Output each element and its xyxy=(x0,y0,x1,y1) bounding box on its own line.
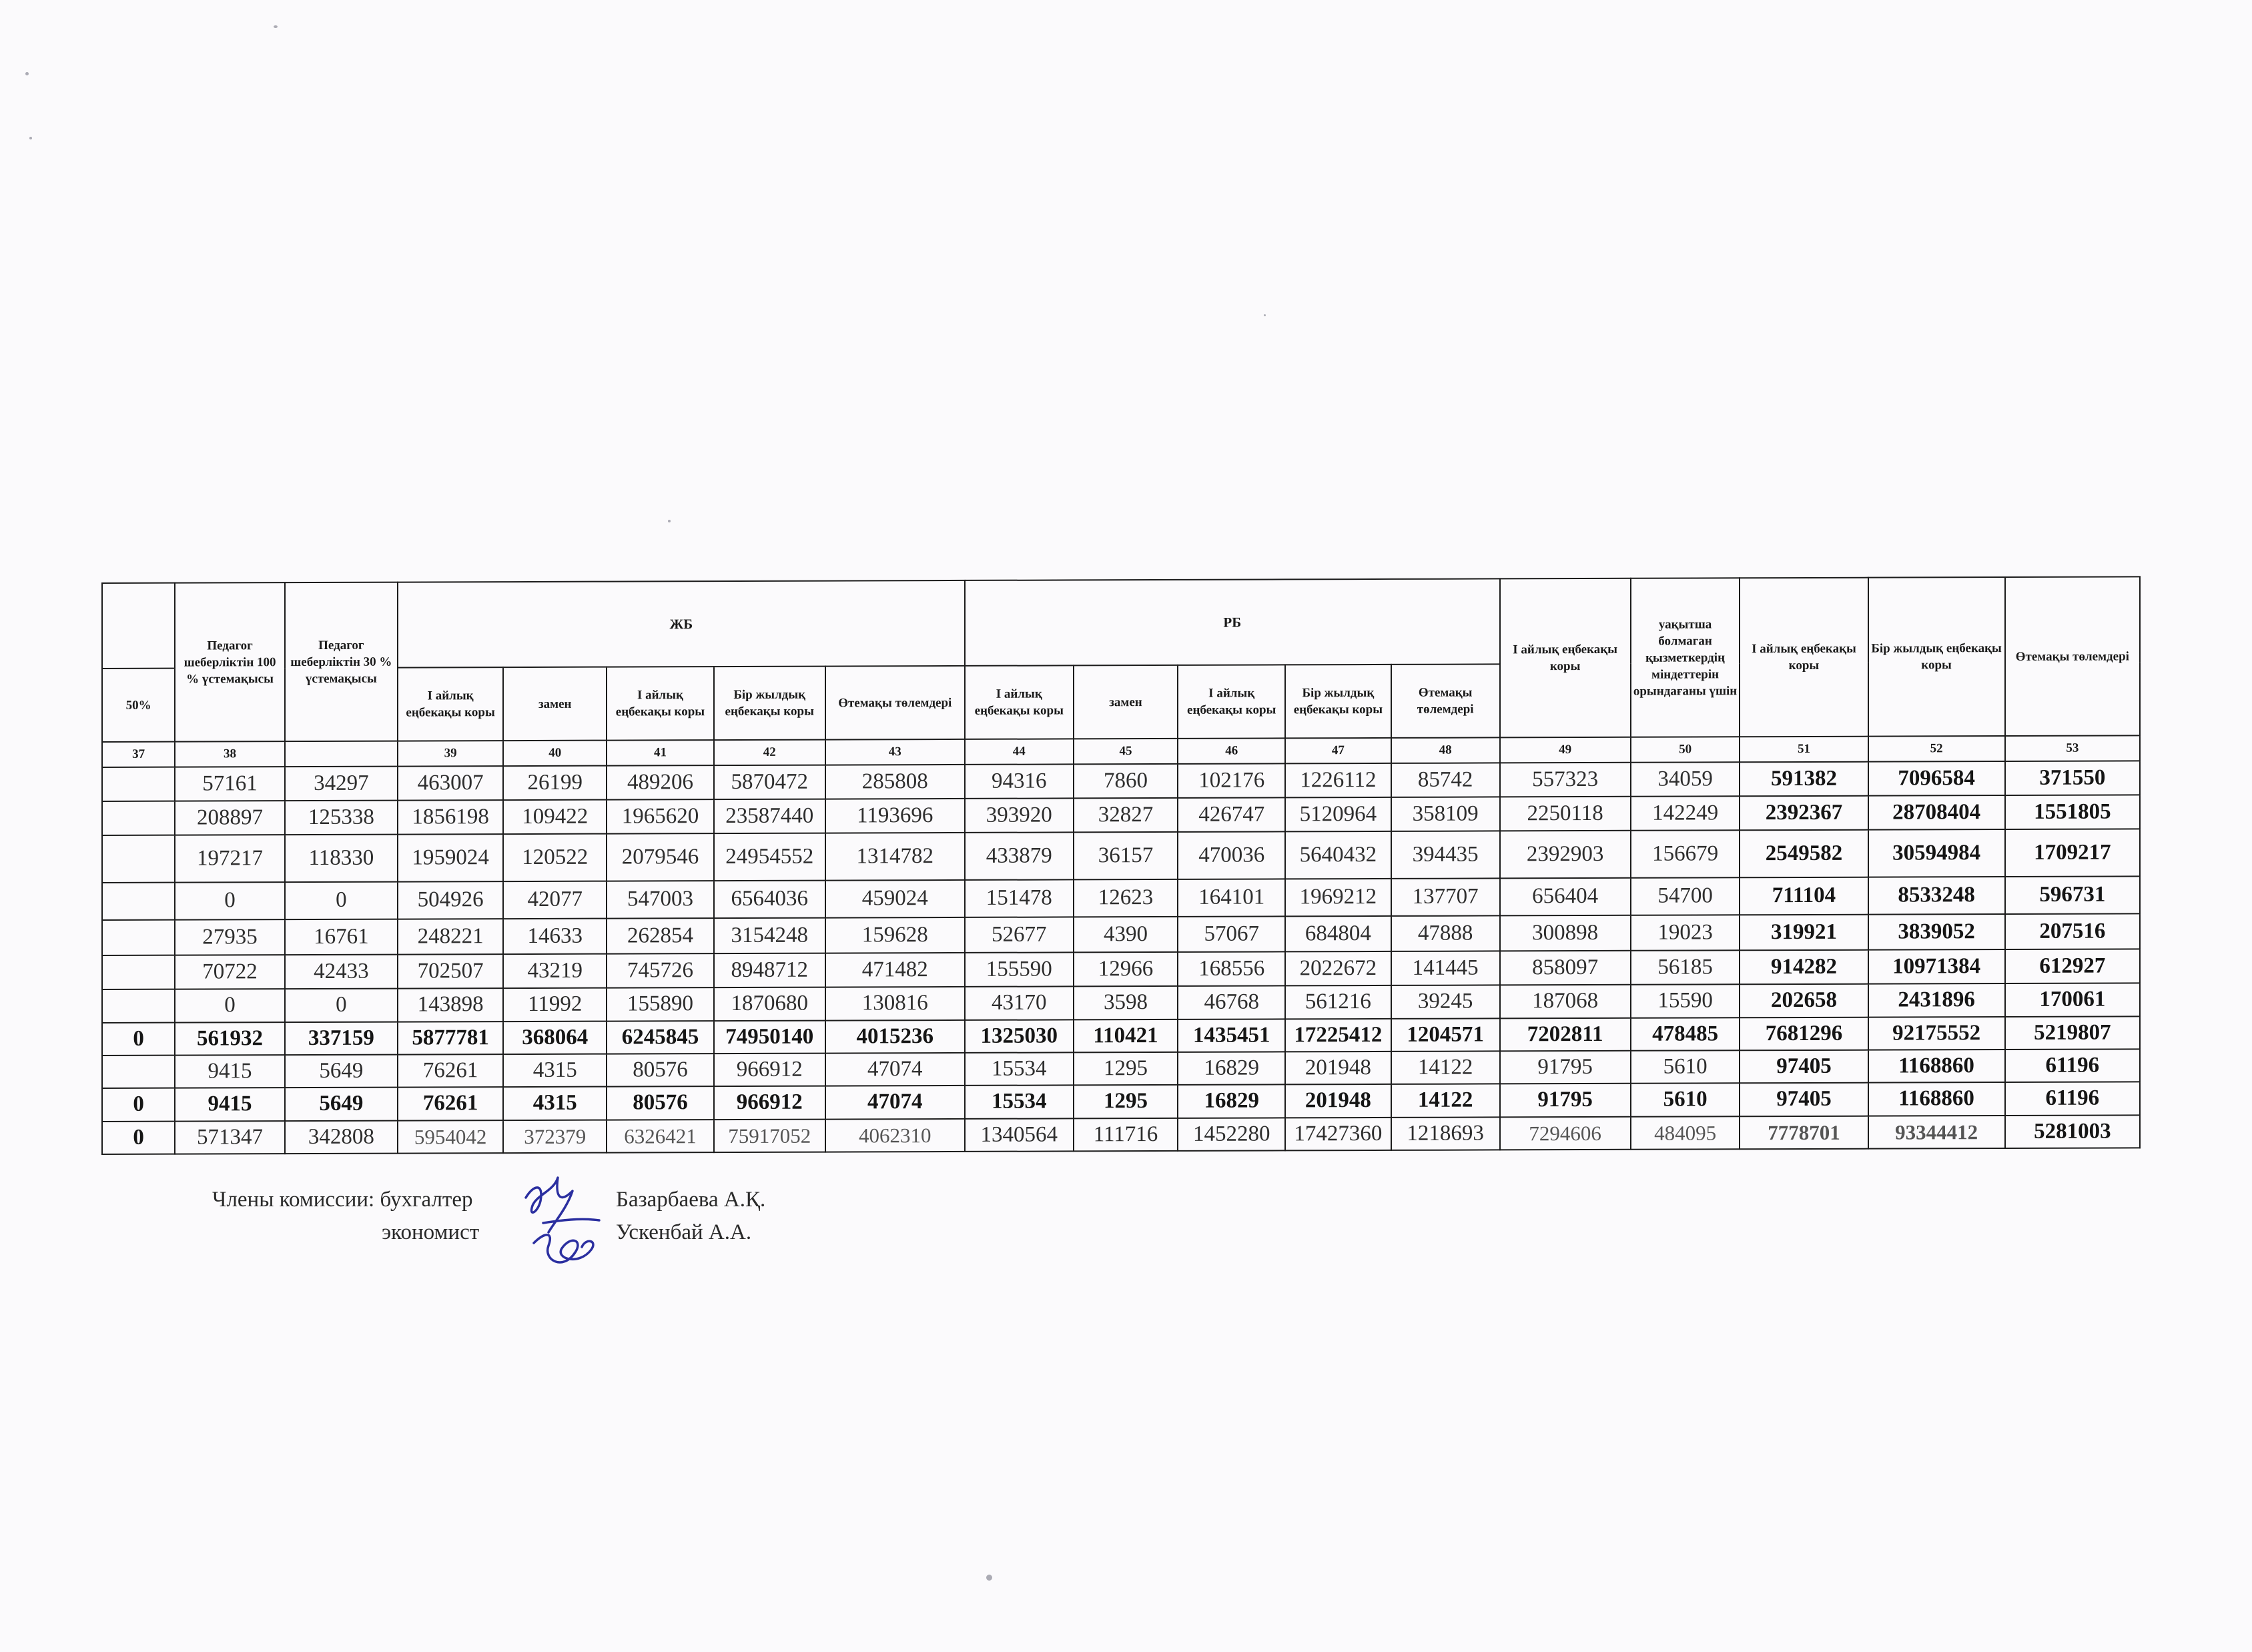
table-cell: 3598 xyxy=(1074,985,1178,1019)
table-cell: 285808 xyxy=(825,765,965,799)
table-cell: 1340564 xyxy=(965,1119,1074,1152)
table-cell xyxy=(102,919,175,955)
table-cell xyxy=(102,883,175,920)
table-cell: 12966 xyxy=(1074,952,1178,986)
table-cell: 12623 xyxy=(1074,879,1178,917)
table-cell: 168556 xyxy=(1178,951,1285,985)
zhb-group-header: ЖБ xyxy=(398,580,965,668)
table-cell xyxy=(102,767,175,801)
table-cell: 70722 xyxy=(175,955,285,989)
column-number-cell: 49 xyxy=(1500,737,1631,763)
table-cell: 16829 xyxy=(1178,1052,1285,1084)
table-cell: 137707 xyxy=(1391,879,1500,916)
table-cell: 394435 xyxy=(1391,831,1500,879)
table-cell: 170061 xyxy=(2005,983,2140,1017)
table-cell: 1193696 xyxy=(825,799,965,833)
table-cell: 300898 xyxy=(1500,915,1631,951)
table-cell: 459024 xyxy=(825,880,965,917)
table-cell: 91795 xyxy=(1500,1083,1631,1117)
table-cell: 74950140 xyxy=(714,1021,825,1054)
scan-speck xyxy=(986,1575,992,1581)
table-cell: 23587440 xyxy=(714,799,825,833)
table-cell: 61196 xyxy=(2005,1082,2140,1116)
table-cell: 47074 xyxy=(825,1085,965,1119)
table-cell: 4315 xyxy=(503,1086,607,1120)
zhb-col-header: замен xyxy=(503,667,607,741)
column-number-cell: 50 xyxy=(1631,737,1740,763)
table-cell: 547003 xyxy=(607,881,714,918)
table-cell: 596731 xyxy=(2005,877,2140,914)
table-cell: 5219807 xyxy=(2005,1017,2140,1050)
table-cell: 80576 xyxy=(607,1054,714,1086)
scan-speck xyxy=(25,72,29,75)
table-cell: 32827 xyxy=(1074,798,1178,832)
table-cell: 15534 xyxy=(965,1052,1074,1085)
table-cell: 15534 xyxy=(965,1085,1074,1119)
table-cell: 342808 xyxy=(285,1121,398,1154)
table-cell: 1709217 xyxy=(2005,829,2140,877)
table-cell: 4062310 xyxy=(825,1119,965,1152)
table-cell: 76261 xyxy=(398,1087,504,1121)
table-cell: 2022672 xyxy=(1285,951,1391,985)
table-cell: 164101 xyxy=(1178,879,1285,917)
table-cell: 201948 xyxy=(1285,1084,1391,1118)
table-cell: 118330 xyxy=(285,835,398,883)
table-cell: 2392903 xyxy=(1500,831,1631,879)
zhb-col-header: I айлық еңбекақы коры xyxy=(607,667,714,741)
column-number-cell: 39 xyxy=(398,741,504,767)
table-cell: 433879 xyxy=(965,832,1074,880)
table-row xyxy=(102,877,2140,920)
zhb-col-header: Бір жылдық еңбекақы коры xyxy=(714,667,825,741)
column-number-cell: 43 xyxy=(825,739,965,765)
column-number-cell: 45 xyxy=(1074,739,1178,765)
column-number-cell: 48 xyxy=(1391,737,1500,763)
table-cell: 85742 xyxy=(1391,763,1500,797)
table-cell: 142249 xyxy=(1631,797,1740,831)
table-cell: 120522 xyxy=(503,834,607,882)
table-cell: 91795 xyxy=(1500,1051,1631,1084)
table-cell: 478485 xyxy=(1631,1018,1740,1051)
table-cell: 46768 xyxy=(1178,985,1285,1019)
table-cell: 966912 xyxy=(714,1086,825,1120)
table-cell: 1218693 xyxy=(1391,1118,1500,1150)
column-number-cell: 51 xyxy=(1740,737,1868,763)
table-cell: 1870680 xyxy=(714,987,825,1021)
column-number-cell: 46 xyxy=(1178,738,1285,764)
table-cell: 54700 xyxy=(1631,878,1740,915)
table-cell: 9415 xyxy=(175,1088,285,1122)
table-cell: 561932 xyxy=(175,1022,285,1055)
table-cell: 2431896 xyxy=(1868,983,2005,1017)
table-cell: 97405 xyxy=(1740,1050,1868,1083)
table-cell: 612927 xyxy=(2005,949,2140,983)
table-cell: 0 xyxy=(102,1088,175,1122)
table-cell: 471482 xyxy=(825,953,965,987)
table-cell: 24954552 xyxy=(714,833,825,881)
table-cell: 1168860 xyxy=(1868,1050,2005,1082)
table-body xyxy=(102,735,2140,1154)
table-cell: 57067 xyxy=(1178,916,1285,952)
table-cell: 10971384 xyxy=(1868,949,2005,983)
table-cell: 143898 xyxy=(398,988,504,1022)
column-number-cell: 44 xyxy=(965,739,1074,765)
table-cell: 39245 xyxy=(1391,985,1500,1019)
table-row xyxy=(102,913,2140,955)
table-cell: 36157 xyxy=(1074,832,1178,880)
table-cell: 0 xyxy=(102,1122,175,1154)
table-cell: 61196 xyxy=(2005,1049,2140,1082)
rb-col-header: I айлық еңбекақы коры xyxy=(965,665,1074,739)
table-cell: 358109 xyxy=(1391,797,1500,831)
table-cell: 966912 xyxy=(714,1054,825,1086)
table-cell: 858097 xyxy=(1500,950,1631,984)
table-cell xyxy=(102,801,175,835)
table-cell: 6564036 xyxy=(714,881,825,918)
table-cell: 14122 xyxy=(1391,1084,1500,1118)
rb-col-header: I айлық еңбекақы коры xyxy=(1178,665,1285,739)
table-cell: 8533248 xyxy=(1868,877,2005,914)
table-cell: 93344412 xyxy=(1868,1116,2005,1148)
ped100-header: Педагог шеберліктін 100 % үстемақысы xyxy=(175,582,285,742)
table-cell: 111716 xyxy=(1074,1118,1178,1151)
summary-table xyxy=(101,576,2141,1155)
table-cell: 17225412 xyxy=(1285,1019,1391,1052)
table-cell: 2079546 xyxy=(607,833,714,881)
table-cell: 1168860 xyxy=(1868,1082,2005,1116)
commission-label-1: Члены комиссии: бухгалтер xyxy=(212,1188,473,1212)
table-cell: 151478 xyxy=(965,880,1074,917)
handwritten-signature xyxy=(514,1171,614,1281)
table-cell: 42077 xyxy=(503,881,607,919)
table-cell: 9415 xyxy=(175,1055,285,1088)
table-cell: 130816 xyxy=(825,986,965,1020)
column-number-cell: 38 xyxy=(175,741,285,767)
table-cell: 4390 xyxy=(1074,917,1178,953)
table-cell: 1204571 xyxy=(1391,1019,1500,1052)
table-cell: 16829 xyxy=(1178,1084,1285,1118)
table-cell: 504926 xyxy=(398,881,504,919)
table-cell: 3154248 xyxy=(714,917,825,953)
rb-col-header: Бір жылдық еңбекақы коры xyxy=(1285,665,1391,738)
table-cell: 97405 xyxy=(1740,1082,1868,1116)
table-cell: 5610 xyxy=(1631,1050,1740,1083)
table-cell: 57161 xyxy=(175,767,285,801)
table-cell: 2392367 xyxy=(1740,796,1868,830)
rb-col-header: Өтемақы төлемдері xyxy=(1391,664,1500,738)
col53-header: Өтемақы төлемдері xyxy=(2005,576,2140,736)
table-cell: 52677 xyxy=(965,917,1074,953)
table-cell: 15590 xyxy=(1631,984,1740,1018)
table-cell: 155890 xyxy=(607,987,714,1021)
table-cell: 1969212 xyxy=(1285,879,1391,916)
table-cell: 0 xyxy=(175,882,285,919)
col50-header: уақытша болмаган қызметкердің міндеттерін орындағаны үшін xyxy=(1631,578,1740,737)
table-cell: 92175552 xyxy=(1868,1017,2005,1050)
table-cell: 202658 xyxy=(1740,983,1868,1017)
table-cell: 1452280 xyxy=(1178,1118,1285,1151)
table-cell: 110421 xyxy=(1074,1019,1178,1052)
table-cell: 27935 xyxy=(175,919,285,955)
table-cell: 6326421 xyxy=(607,1120,714,1152)
table-cell: 0 xyxy=(175,989,285,1023)
table-cell: 34297 xyxy=(285,767,398,801)
zhb-col-header: Өтемақы төлемдері xyxy=(825,666,965,740)
table-cell: 5281003 xyxy=(2005,1116,2140,1148)
table-cell: 102176 xyxy=(1178,764,1285,798)
col52-header: Бір жылдық еңбекақы коры xyxy=(1868,577,2005,737)
table-cell: 591382 xyxy=(1740,762,1868,796)
table-cell: 463007 xyxy=(398,767,504,801)
table-cell: 208897 xyxy=(175,801,285,835)
table-cell: 43170 xyxy=(965,986,1074,1020)
table-cell: 0 xyxy=(285,988,398,1022)
table-row xyxy=(102,829,2140,883)
commission-label-2: экономист xyxy=(382,1220,480,1244)
table-cell: 17427360 xyxy=(1285,1118,1391,1150)
table-cell: 47888 xyxy=(1391,915,1500,951)
table-cell: 5649 xyxy=(285,1055,398,1088)
table-cell: 1959024 xyxy=(398,834,504,882)
column-number-cell: 37 xyxy=(102,742,175,768)
table-cell: 197217 xyxy=(175,835,285,883)
table-cell: 248221 xyxy=(398,919,504,955)
table-cell: 5610 xyxy=(1631,1083,1740,1117)
table-cell: 7681296 xyxy=(1740,1017,1868,1050)
table-cell xyxy=(102,955,175,989)
table-cell: 43219 xyxy=(503,953,607,987)
table-cell: 0 xyxy=(285,882,398,919)
commission-name-2: Ускенбай А.А. xyxy=(616,1220,752,1244)
scan-speck xyxy=(668,520,671,522)
column-number-cell: 40 xyxy=(503,741,607,767)
commission-name-1: Базарбаева А.Қ. xyxy=(616,1188,766,1212)
table-cell: 26199 xyxy=(503,766,607,800)
table-cell: 2549582 xyxy=(1740,830,1868,878)
table-cell: 557323 xyxy=(1500,763,1631,797)
table-cell: 56185 xyxy=(1631,950,1740,984)
table-cell: 28708404 xyxy=(1868,795,2005,829)
table-cell: 19023 xyxy=(1631,915,1740,951)
table-cell: 30594984 xyxy=(1868,829,2005,877)
column-number-cell xyxy=(285,741,398,767)
table-cell: 262854 xyxy=(607,918,714,954)
table-cell: 4015236 xyxy=(825,1020,965,1053)
table-cell: 1314782 xyxy=(825,833,965,881)
table-cell: 5649 xyxy=(285,1087,398,1121)
table-cell: 76261 xyxy=(398,1054,504,1087)
table-cell: 5870472 xyxy=(714,765,825,799)
table-cell: 47074 xyxy=(825,1053,965,1086)
table-cell: 14122 xyxy=(1391,1051,1500,1084)
table-cell: 914282 xyxy=(1740,949,1868,983)
table-cell: 489206 xyxy=(607,766,714,800)
table-cell: 470036 xyxy=(1178,831,1285,879)
table-cell: 1965620 xyxy=(607,799,714,833)
table-cell: 42433 xyxy=(285,954,398,988)
table-cell: 80576 xyxy=(607,1086,714,1120)
table-cell: 371550 xyxy=(2005,761,2140,795)
table-cell: 561216 xyxy=(1285,985,1391,1019)
table-cell: 187068 xyxy=(1500,984,1631,1018)
table-cell: 201948 xyxy=(1285,1052,1391,1084)
table-cell: 702507 xyxy=(398,954,504,988)
table-cell: 5954042 xyxy=(398,1120,504,1153)
column-number-cell: 53 xyxy=(2005,735,2140,761)
table-cell: 34059 xyxy=(1631,763,1740,797)
rb-col-header: замен xyxy=(1074,665,1178,739)
summary-table-wrapper xyxy=(101,582,2141,1155)
table-cell: 6245845 xyxy=(607,1021,714,1054)
table-cell: 3839052 xyxy=(1868,914,2005,950)
table-cell: 159628 xyxy=(825,917,965,953)
table-cell: 16761 xyxy=(285,919,398,955)
table-cell: 1551805 xyxy=(2005,795,2140,829)
table-cell: 5120964 xyxy=(1285,797,1391,831)
table-cell: 14633 xyxy=(503,918,607,954)
table-cell: 75917052 xyxy=(714,1120,825,1152)
table-cell: 1325030 xyxy=(965,1020,1074,1053)
table-cell: 156679 xyxy=(1631,830,1740,878)
table-cell: 319921 xyxy=(1740,914,1868,950)
table-cell xyxy=(102,989,175,1023)
zhb-col-header: I айлық еңбекақы коры xyxy=(398,667,504,741)
table-cell: 8948712 xyxy=(714,953,825,987)
table-cell: 1856198 xyxy=(398,800,504,834)
table-cell: 393920 xyxy=(965,799,1074,833)
table-cell: 337159 xyxy=(285,1022,398,1055)
table-cell: 4315 xyxy=(503,1054,607,1087)
table-cell: 745726 xyxy=(607,953,714,987)
table-cell: 426747 xyxy=(1178,798,1285,832)
table-cell: 684804 xyxy=(1285,916,1391,952)
table-cell: 5877781 xyxy=(398,1021,504,1054)
table-cell: 1435451 xyxy=(1178,1019,1285,1052)
pct50-header: 50% xyxy=(102,669,175,742)
table-cell: 5640432 xyxy=(1285,831,1391,879)
table-cell: 656404 xyxy=(1500,878,1631,915)
column-number-cell: 52 xyxy=(1868,736,2005,762)
table-cell: 1295 xyxy=(1074,1052,1178,1085)
table-cell: 1226112 xyxy=(1285,763,1391,797)
rb-group-header: РБ xyxy=(965,578,1500,666)
table-cell: 7778701 xyxy=(1740,1116,1868,1149)
ped30-header: Педагог шеберліктін 30 % үстемақысы xyxy=(285,582,398,742)
table-cell: 484095 xyxy=(1631,1117,1740,1150)
table-cell: 7860 xyxy=(1074,764,1178,798)
column-number-cell: 41 xyxy=(607,740,714,766)
table-cell: 0 xyxy=(102,1023,175,1056)
table-cell: 125338 xyxy=(285,801,398,835)
table-cell xyxy=(102,835,175,883)
table-cell: 2250118 xyxy=(1500,797,1631,831)
table-cell: 141445 xyxy=(1391,951,1500,985)
table-cell xyxy=(102,1056,175,1088)
scan-speck xyxy=(274,25,278,28)
col49-header: I айлық еңбекақы коры xyxy=(1500,578,1631,738)
table-cell: 109422 xyxy=(503,800,607,834)
table-cell: 7096584 xyxy=(1868,761,2005,795)
table-cell: 571347 xyxy=(175,1121,285,1154)
table-cell: 11992 xyxy=(503,987,607,1021)
col51-header: I айлық еңбекақы коры xyxy=(1740,578,1868,737)
blank-header-cell xyxy=(102,583,175,669)
table-cell: 94316 xyxy=(965,765,1074,799)
table-cell: 7202811 xyxy=(1500,1018,1631,1051)
table-cell: 155590 xyxy=(965,952,1074,986)
table-cell: 368064 xyxy=(503,1021,607,1054)
table-cell: 207516 xyxy=(2005,913,2140,949)
table-row xyxy=(102,1116,2140,1154)
scan-speck xyxy=(29,137,32,139)
table-cell: 7294606 xyxy=(1500,1117,1631,1150)
table-cell: 1295 xyxy=(1074,1084,1178,1118)
table-cell: 372379 xyxy=(503,1120,607,1153)
scan-speck xyxy=(1264,314,1266,316)
table-cell: 711104 xyxy=(1740,877,1868,915)
column-number-cell: 47 xyxy=(1285,738,1391,764)
column-number-cell: 42 xyxy=(714,740,825,766)
